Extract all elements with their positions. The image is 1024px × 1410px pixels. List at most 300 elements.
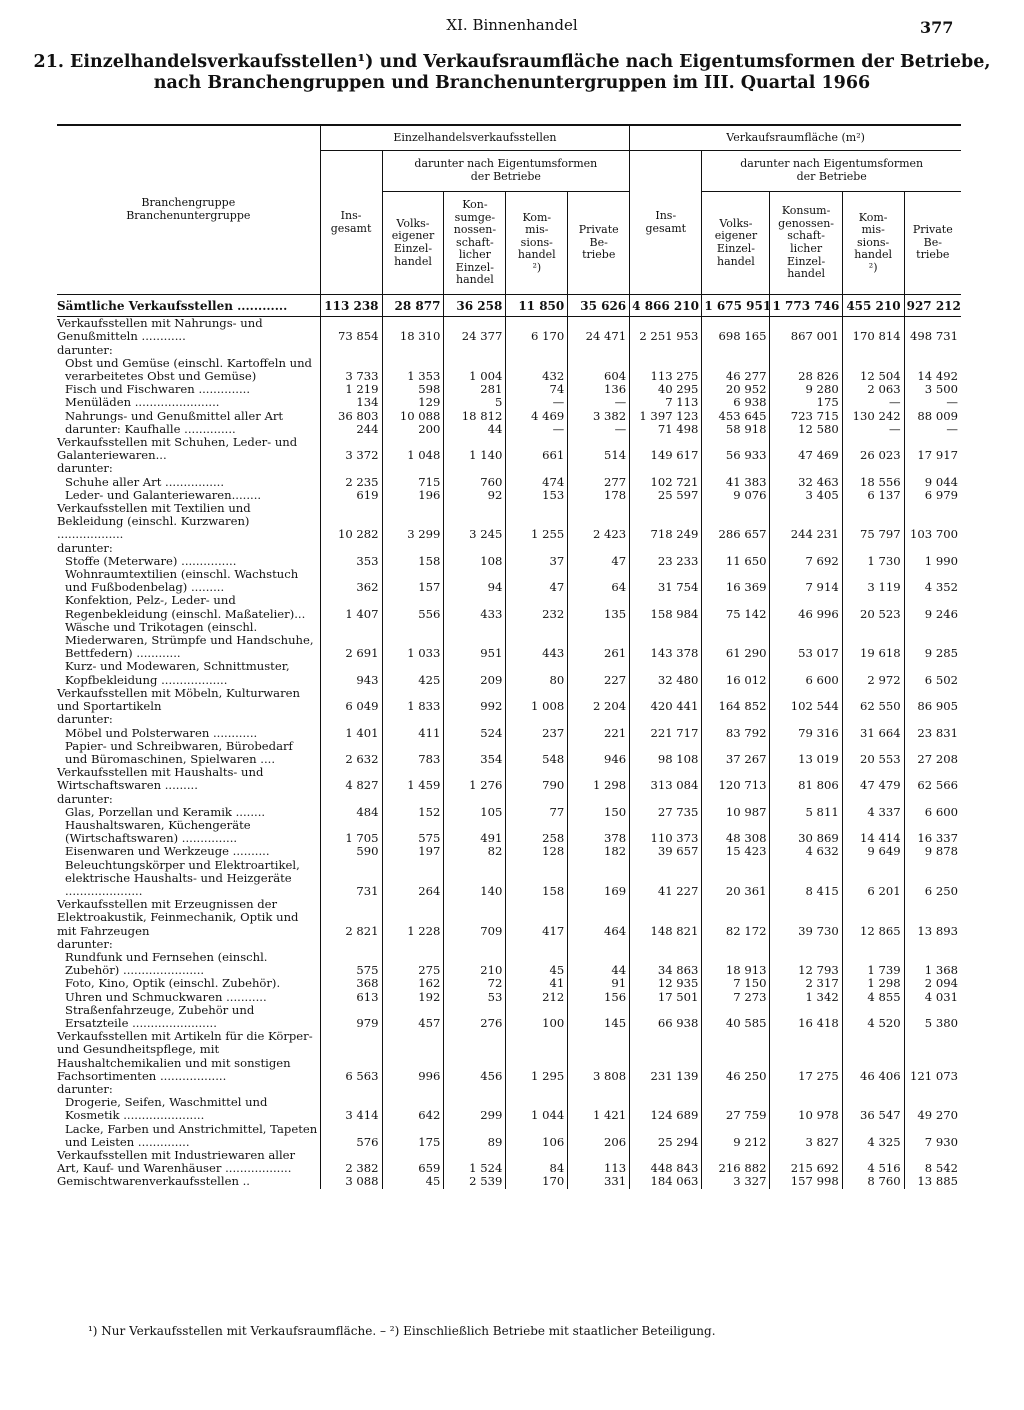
row-value: 44 <box>444 423 506 436</box>
col-header-insgesamt-1: Ins- gesamt <box>320 151 382 295</box>
row-value: 47 <box>568 555 630 568</box>
row-value: 448 843 <box>630 1149 702 1175</box>
row-value: 9 212 <box>702 1123 770 1149</box>
row-value: 11 650 <box>702 555 770 568</box>
row-value: 2 632 <box>320 740 382 766</box>
row-value: 927 212 <box>904 295 961 317</box>
row-value: 261 <box>568 621 630 661</box>
row-value: 16 418 <box>770 1004 842 1030</box>
row-value: 134 <box>320 396 382 409</box>
row-value: 1 004 <box>444 357 506 383</box>
row-value: 790 <box>506 766 568 792</box>
row-value: 4 520 <box>842 1004 904 1030</box>
row-value: 2 063 <box>842 383 904 396</box>
row-value: 3 299 <box>382 502 444 542</box>
row-value: 47 <box>506 568 568 594</box>
row-value <box>770 344 842 357</box>
row-value: — <box>904 396 961 409</box>
table-row <box>57 396 961 409</box>
row-value: 14 414 <box>842 819 904 845</box>
row-value: 32 463 <box>770 476 842 489</box>
row-value: 1 990 <box>904 555 961 568</box>
row-value: 170 <box>506 1175 568 1188</box>
row-value: 36 547 <box>842 1096 904 1122</box>
row-label: darunter: <box>57 342 113 357</box>
row-value <box>506 793 568 806</box>
row-value: 18 310 <box>382 317 444 344</box>
table-row <box>57 991 961 1004</box>
row-value <box>630 793 702 806</box>
row-value: 7 930 <box>904 1123 961 1149</box>
row-value: 286 657 <box>702 502 770 542</box>
row-value: 1 739 <box>842 951 904 977</box>
row-value: 604 <box>568 357 630 383</box>
row-value: 3 327 <box>702 1175 770 1188</box>
row-value: 996 <box>382 1030 444 1083</box>
row-value <box>842 713 904 726</box>
row-value: 53 <box>444 991 506 1004</box>
col-header-insgesamt-2: Ins- gesamt <box>630 151 702 295</box>
row-value <box>904 344 961 357</box>
row-value: 75 797 <box>842 502 904 542</box>
row-value: 3 808 <box>568 1030 630 1083</box>
row-value <box>630 713 702 726</box>
table-row <box>57 476 961 489</box>
row-value <box>444 462 506 475</box>
row-value: 2 539 <box>444 1175 506 1188</box>
row-value: 590 <box>320 845 382 858</box>
row-value <box>444 344 506 357</box>
row-value: 47 469 <box>770 436 842 462</box>
col-header-private-2: Private Be- triebe <box>904 192 961 295</box>
row-value: 53 017 <box>770 621 842 661</box>
row-label: Gemischtwarenverkaufsstellen .. <box>57 1174 250 1189</box>
table-row <box>57 436 961 462</box>
row-value: 71 498 <box>630 423 702 436</box>
row-value: 20 523 <box>842 594 904 620</box>
row-value: 10 282 <box>320 502 382 542</box>
col-header-konsum-2: Konsum- genossen- schaft- licher Einzel- handel <box>770 192 842 295</box>
table-row <box>57 740 961 766</box>
table-row <box>57 951 961 977</box>
row-value: 113 <box>568 1149 630 1175</box>
row-value <box>842 1083 904 1096</box>
row-value: 150 <box>568 806 630 819</box>
col-header-sub-2: darunter nach Eigentumsformen der Betriebe <box>702 151 961 192</box>
col-header-group-verkaufsstellen: Einzelhandelsverkaufsstellen <box>320 125 630 151</box>
page-number: 377 <box>920 18 954 37</box>
row-value: 1 219 <box>320 383 382 396</box>
row-value: 6 600 <box>770 660 842 686</box>
row-label: Lacke, Farben und Anstrichmittel, Tapeten und Leisten .............. <box>65 1121 318 1149</box>
row-value: 13 885 <box>904 1175 961 1188</box>
row-value: 27 208 <box>904 740 961 766</box>
row-value <box>382 938 444 951</box>
row-value: 178 <box>568 489 630 502</box>
row-label: Foto, Kino, Optik (einschl. Zubehör). <box>65 976 281 991</box>
row-value: 105 <box>444 806 506 819</box>
row-value: 8 760 <box>842 1175 904 1188</box>
row-value: 215 692 <box>770 1149 842 1175</box>
row-value: 34 863 <box>630 951 702 977</box>
row-value: 575 <box>382 819 444 845</box>
row-value: 491 <box>444 819 506 845</box>
table-row <box>57 295 961 317</box>
row-value: 432 <box>506 357 568 383</box>
row-value: 943 <box>320 660 382 686</box>
row-label: Leder- und Galanteriewaren........ <box>65 487 262 502</box>
row-value: 158 984 <box>630 594 702 620</box>
row-value: 2 251 953 <box>630 317 702 344</box>
row-value: — <box>568 396 630 409</box>
row-label: Verkaufsstellen mit Artikeln für die Körper- und Gesundheitspflege, mit Haushaltchemikalien und mit sonstigen Fachsortimenten .................. <box>57 1029 313 1083</box>
row-value: 39 657 <box>630 845 702 858</box>
row-value: 31 664 <box>842 727 904 740</box>
row-value: 2 094 <box>904 977 961 990</box>
table-row <box>57 344 961 357</box>
row-value: 1 044 <box>506 1096 568 1122</box>
row-value: 8 415 <box>770 859 842 899</box>
row-value: 417 <box>506 898 568 938</box>
row-value: 4 855 <box>842 991 904 1004</box>
row-value: 113 275 <box>630 357 702 383</box>
row-value <box>506 344 568 357</box>
row-value <box>506 938 568 951</box>
row-value: 13 893 <box>904 898 961 938</box>
row-label: Fisch und Fischwaren .............. <box>65 382 251 397</box>
row-value: 1 048 <box>382 436 444 462</box>
row-value <box>770 542 842 555</box>
row-value: 56 933 <box>702 436 770 462</box>
row-value: 37 <box>506 555 568 568</box>
row-value: 120 713 <box>702 766 770 792</box>
row-value: 484 <box>320 806 382 819</box>
row-value: 200 <box>382 423 444 436</box>
row-value: 169 <box>568 859 630 899</box>
row-label: Haushaltswaren, Küchengeräte (Wirtschaftswaren) ............... <box>65 817 251 846</box>
row-label: Möbel und Polsterwaren ............ <box>65 725 258 740</box>
row-value: 362 <box>320 568 382 594</box>
row-value: 83 792 <box>702 727 770 740</box>
row-value <box>770 462 842 475</box>
table-row <box>57 687 961 713</box>
row-value <box>702 713 770 726</box>
row-value: 12 504 <box>842 357 904 383</box>
row-value: 7 692 <box>770 555 842 568</box>
row-value <box>904 1083 961 1096</box>
row-value: 92 <box>444 489 506 502</box>
row-value: 1 705 <box>320 819 382 845</box>
table-body <box>57 295 961 1189</box>
row-value: 715 <box>382 476 444 489</box>
row-value: 979 <box>320 1004 382 1030</box>
row-value: 35 626 <box>568 295 630 317</box>
table-row <box>57 502 961 542</box>
row-value <box>382 462 444 475</box>
row-label: Papier- und Schreibwaren, Bürobedarf und Büromaschinen, Spielwaren .... <box>65 738 293 766</box>
row-value: 89 <box>444 1123 506 1149</box>
row-value: 79 316 <box>770 727 842 740</box>
row-value: 760 <box>444 476 506 489</box>
row-value: 1 140 <box>444 436 506 462</box>
row-label: Kurz- und Modewaren, Schnittmuster, Kopfbekleidung .................. <box>65 659 290 687</box>
row-value: 2 691 <box>320 621 382 661</box>
row-value: 80 <box>506 660 568 686</box>
row-value <box>320 938 382 951</box>
row-value <box>382 1083 444 1096</box>
row-value: 9 649 <box>842 845 904 858</box>
row-value: 9 878 <box>904 845 961 858</box>
row-value <box>904 462 961 475</box>
row-value <box>568 1083 630 1096</box>
row-value: 18 812 <box>444 410 506 423</box>
row-value: 4 325 <box>842 1123 904 1149</box>
row-value: 157 998 <box>770 1175 842 1188</box>
row-value: 5 380 <box>904 1004 961 1030</box>
row-value: 1 407 <box>320 594 382 620</box>
row-value <box>444 793 506 806</box>
row-value: 661 <box>506 436 568 462</box>
row-value: 184 063 <box>630 1175 702 1188</box>
row-value: 18 556 <box>842 476 904 489</box>
table-row <box>57 594 961 620</box>
row-value: 5 <box>444 396 506 409</box>
table-row <box>57 621 961 661</box>
row-value: 6 170 <box>506 317 568 344</box>
row-value: 40 295 <box>630 383 702 396</box>
row-value: 3 733 <box>320 357 382 383</box>
row-value: 411 <box>382 727 444 740</box>
row-value: 128 <box>506 845 568 858</box>
table-row <box>57 806 961 819</box>
col-header-branche: Branchengruppe Branchenuntergruppe <box>57 125 320 295</box>
row-value: 498 731 <box>904 317 961 344</box>
table-row <box>57 793 961 806</box>
table-row <box>57 713 961 726</box>
row-value <box>568 938 630 951</box>
row-value <box>630 938 702 951</box>
row-value: 36 258 <box>444 295 506 317</box>
table-row <box>57 977 961 990</box>
row-value: 84 <box>506 1149 568 1175</box>
row-value: 94 <box>444 568 506 594</box>
row-value: 158 <box>506 859 568 899</box>
row-value: 3 245 <box>444 502 506 542</box>
row-value: 9 076 <box>702 489 770 502</box>
row-value: 148 821 <box>630 898 702 938</box>
row-value: 354 <box>444 740 506 766</box>
row-value: 1 298 <box>568 766 630 792</box>
row-value: 17 917 <box>904 436 961 462</box>
row-value: — <box>904 423 961 436</box>
row-label: Verkaufsstellen mit Industriewaren aller Art, Kauf- und Warenhäuser .................. <box>57 1148 296 1176</box>
title-line-2: nach Branchengruppen und Branchenuntergruppen im III. Quartal 1966 <box>153 73 871 93</box>
row-value: 4 469 <box>506 410 568 423</box>
table-row <box>57 357 961 383</box>
row-label: Obst und Gemüse (einschl. Kartoffeln und verarbeitetes Obst und Gemüse) <box>65 355 312 384</box>
row-value: 718 249 <box>630 502 702 542</box>
row-value: 45 <box>506 951 568 977</box>
row-value <box>702 793 770 806</box>
row-label: darunter: <box>57 1081 113 1096</box>
row-value: 16 012 <box>702 660 770 686</box>
row-value: 216 882 <box>702 1149 770 1175</box>
row-value <box>904 713 961 726</box>
row-label: Verkaufsstellen mit Nahrungs- und Genußmitteln ............ <box>57 316 263 344</box>
row-label: Wohnraumtextilien (einschl. Wachstuch und Fußbodenbelag) ......... <box>65 567 299 595</box>
row-value: 28 826 <box>770 357 842 383</box>
row-value: 598 <box>382 383 444 396</box>
row-value: 1 298 <box>842 977 904 990</box>
row-value <box>630 344 702 357</box>
col-header-kommis-2: Kom- mis- sions- handel ²) <box>842 192 904 295</box>
row-value: 81 806 <box>770 766 842 792</box>
row-value: 27 735 <box>630 806 702 819</box>
row-value: 162 <box>382 977 444 990</box>
row-value: 4 516 <box>842 1149 904 1175</box>
col-header-private-1: Private Be- triebe <box>568 192 630 295</box>
row-value: 102 721 <box>630 476 702 489</box>
table-title <box>30 52 994 94</box>
row-value <box>320 542 382 555</box>
row-value: 619 <box>320 489 382 502</box>
row-value: — <box>842 396 904 409</box>
table-row <box>57 1004 961 1030</box>
row-value <box>444 1083 506 1096</box>
row-value: 455 210 <box>842 295 904 317</box>
row-value: 46 277 <box>702 357 770 383</box>
row-value: 1 833 <box>382 687 444 713</box>
row-value: 130 242 <box>842 410 904 423</box>
row-value: 992 <box>444 687 506 713</box>
row-label: darunter: <box>57 791 113 806</box>
row-value: 135 <box>568 594 630 620</box>
row-value: 9 044 <box>904 476 961 489</box>
row-value: 20 952 <box>702 383 770 396</box>
row-value: 7 113 <box>630 396 702 409</box>
row-value: 2 317 <box>770 977 842 990</box>
row-value <box>506 1083 568 1096</box>
row-label: Verkaufsstellen mit Möbeln, Kulturwaren und Sportartikeln <box>57 685 300 714</box>
row-value: 353 <box>320 555 382 568</box>
row-value: 18 913 <box>702 951 770 977</box>
row-value: 227 <box>568 660 630 686</box>
row-value: — <box>842 423 904 436</box>
row-value: 368 <box>320 977 382 990</box>
row-value <box>382 344 444 357</box>
row-value: 331 <box>568 1175 630 1188</box>
row-value: 6 137 <box>842 489 904 502</box>
row-value: 15 423 <box>702 845 770 858</box>
row-value: 10 987 <box>702 806 770 819</box>
row-value: 113 238 <box>320 295 382 317</box>
row-value: 276 <box>444 1004 506 1030</box>
row-value: 6 938 <box>702 396 770 409</box>
col-header-group-flaeche: Verkaufsraumfläche (m²) <box>630 125 961 151</box>
row-value: 46 406 <box>842 1030 904 1083</box>
row-value: 10 088 <box>382 410 444 423</box>
row-value: 74 <box>506 383 568 396</box>
row-value: 425 <box>382 660 444 686</box>
row-value: 232 <box>506 594 568 620</box>
row-value: 2 204 <box>568 687 630 713</box>
row-value: 1 342 <box>770 991 842 1004</box>
row-value: 474 <box>506 476 568 489</box>
row-label: Uhren und Schmuckwaren ........... <box>65 989 267 1004</box>
row-label: Glas, Porzellan und Keramik ........ <box>65 804 266 819</box>
row-value: 182 <box>568 845 630 858</box>
row-value: 1 353 <box>382 357 444 383</box>
row-value: 709 <box>444 898 506 938</box>
row-value <box>702 1083 770 1096</box>
row-value: 642 <box>382 1096 444 1122</box>
row-value: 24 471 <box>568 317 630 344</box>
row-value: 9 246 <box>904 594 961 620</box>
row-value: 46 250 <box>702 1030 770 1083</box>
row-value: 39 730 <box>770 898 842 938</box>
row-value: 576 <box>320 1123 382 1149</box>
row-label: Konfektion, Pelz-, Leder- und Regenbekleidung (einschl. Maßatelier)... <box>65 593 306 621</box>
row-value <box>842 344 904 357</box>
row-value: 1 421 <box>568 1096 630 1122</box>
row-value: 20 553 <box>842 740 904 766</box>
row-label: Schuhe aller Art ................ <box>65 474 225 489</box>
table-row <box>57 1096 961 1122</box>
row-value <box>842 542 904 555</box>
row-value: 1 295 <box>506 1030 568 1083</box>
row-value: 175 <box>770 396 842 409</box>
row-value: 783 <box>382 740 444 766</box>
footnote: ¹) Nur Verkaufsstellen mit Verkaufsraumfläche. – ²) Einschließlich Betriebe mit staatlicher Beteiligung. <box>88 1324 716 1338</box>
row-value: 143 378 <box>630 621 702 661</box>
row-value: 11 850 <box>506 295 568 317</box>
row-value: 45 <box>382 1175 444 1188</box>
row-value: 7 914 <box>770 568 842 594</box>
row-value: 31 754 <box>630 568 702 594</box>
row-value: 136 <box>568 383 630 396</box>
row-value <box>506 713 568 726</box>
row-value: 237 <box>506 727 568 740</box>
row-value: 3 119 <box>842 568 904 594</box>
row-value: 698 165 <box>702 317 770 344</box>
row-value <box>842 793 904 806</box>
row-value: 17 275 <box>770 1030 842 1083</box>
row-value: 244 231 <box>770 502 842 542</box>
row-value: 6 049 <box>320 687 382 713</box>
row-value: 1 033 <box>382 621 444 661</box>
col-header-sub-1: darunter nach Eigentumsformen der Betriebe <box>382 151 630 192</box>
row-value: 3 827 <box>770 1123 842 1149</box>
row-label: Drogerie, Seifen, Waschmittel und Kosmetik ...................... <box>65 1095 268 1123</box>
row-value: 7 273 <box>702 991 770 1004</box>
row-value: 209 <box>444 660 506 686</box>
row-value <box>506 542 568 555</box>
row-value: 47 479 <box>842 766 904 792</box>
row-value: 212 <box>506 991 568 1004</box>
table-row <box>57 938 961 951</box>
row-value: 26 023 <box>842 436 904 462</box>
row-value: 23 831 <box>904 727 961 740</box>
table-row <box>57 727 961 740</box>
row-value: 16 369 <box>702 568 770 594</box>
row-label: Verkaufsstellen mit Schuhen, Leder- und Galanteriewaren... <box>57 435 298 463</box>
row-value <box>568 793 630 806</box>
row-value: 100 <box>506 1004 568 1030</box>
row-value: 106 <box>506 1123 568 1149</box>
row-value: 433 <box>444 594 506 620</box>
row-value: 12 580 <box>770 423 842 436</box>
row-value: 3 088 <box>320 1175 382 1188</box>
